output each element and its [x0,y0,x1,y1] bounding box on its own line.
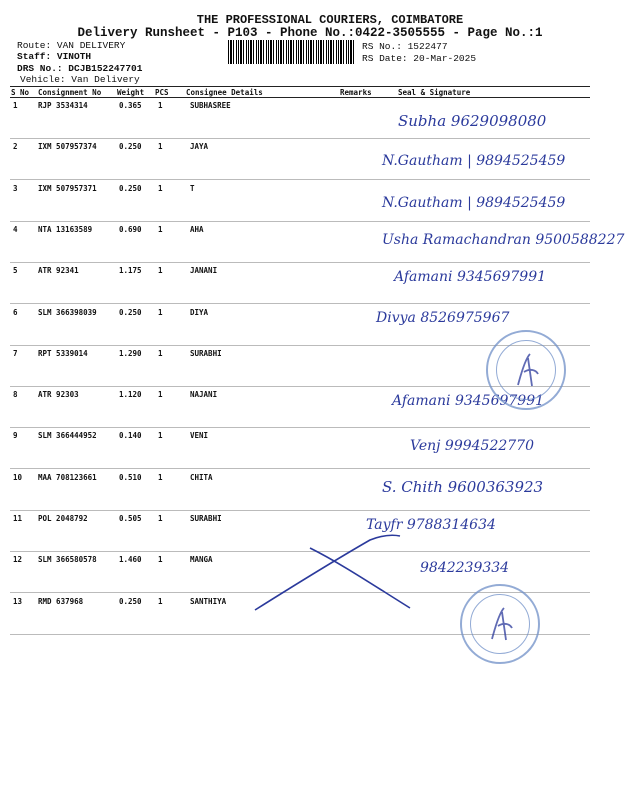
cell-sno: 1 [13,101,18,110]
col-consignee: Consignee Details [186,88,263,97]
cell-sno: 4 [13,224,18,234]
cell-consignee: SURABHI [190,348,222,358]
cell-weight: 1.460 [119,555,142,565]
cell-pcs: 1 [158,266,163,276]
handwritten-signature: Divya 8526975967 [376,309,510,326]
handwritten-signature: Venj 9994522770 [410,438,534,455]
cell-consignment: MAA 708123661 [38,472,97,482]
seal-stamp-2 [460,584,540,664]
cell-sno: 2 [13,142,18,152]
cell-consignee: MANGA [190,555,213,565]
cell-weight: 0.250 [119,596,142,606]
cell-consignee: JAYA [190,142,209,152]
cell-weight: 0.250 [119,307,142,317]
handwritten-signature: Subha 9629098080 [398,112,547,130]
cell-pcs: 1 [158,183,163,193]
runsheet-title: Delivery Runsheet - P103 - Phone No.:0422-3505555 - Page No.:1 [77,26,543,40]
cell-sno: 11 [13,514,23,523]
table-row [10,428,590,469]
cell-consignment: SLM 366580578 [38,555,97,565]
cell-weight: 1.175 [119,266,142,276]
cell-weight: 0.505 [119,514,142,523]
cell-pcs: 1 [158,555,163,565]
cell-sno: 12 [13,555,23,565]
rs-date: RS Date: 20-Mar-2025 [362,53,477,64]
cell-consignee: CHITA [190,472,213,482]
cell-weight: 0.690 [119,224,142,234]
cell-pcs: 1 [158,431,163,441]
cell-consignee: NAJANI [190,390,218,400]
col-sno: S No [11,88,30,97]
table-row [10,98,590,139]
col-weight: Weight [117,88,145,97]
cell-consignee: SUBHASREE [190,101,231,110]
table-top-rule [10,86,590,87]
cross-out-scribble [250,528,450,618]
handwritten-signature: Afamani 9345697991 [394,269,547,286]
rs-number: RS No.: 1522477 [362,41,448,52]
cell-weight: 0.250 [119,142,142,152]
cell-sno: 9 [13,431,18,441]
table-row [10,139,590,180]
cell-pcs: 1 [158,224,163,234]
cell-sno: 13 [13,596,23,606]
cell-weight: 1.120 [119,390,142,400]
cell-consignment: RMD 637968 [38,596,84,606]
handwritten-signature: 9842239334 [420,560,510,577]
cell-weight: 1.290 [119,348,142,358]
staff-label: Staff: VINOTH [17,51,92,62]
handwritten-signature: Tayfr 9788314634 [366,517,496,533]
cell-consignee: AHA [190,224,204,234]
cell-consignee: SANTHIYA [190,596,227,606]
cell-consignment: ATR 92341 [38,266,79,276]
cell-pcs: 1 [158,307,163,317]
handwritten-signature: Afamani 9345697991 [392,393,545,410]
cell-pcs: 1 [158,390,163,400]
cell-consignment: IXM 507957371 [38,183,97,193]
cell-weight: 0.365 [119,101,142,110]
handwritten-signature: N.Gautham | 9894525459 [382,153,566,170]
cell-sno: 8 [13,390,18,400]
handwritten-signature: N.Gautham | 9894525459 [382,194,566,211]
table-row [10,470,590,511]
cell-consignee: JANANI [190,266,218,276]
cell-consignee: DIYA [190,307,209,317]
table-row [10,222,625,263]
cell-consignment: NTA 13163589 [38,224,93,234]
col-pcs: PCS [155,88,169,97]
barcode-image [228,40,354,64]
vehicle-label: Vehicle: Van Delivery [20,74,140,85]
col-signature: Seal & Signature [398,88,471,97]
drs-number: DRS No.: DCJB152247701 [17,63,143,74]
cell-consignment: SLM 366444952 [38,431,97,441]
cell-weight: 0.510 [119,472,142,482]
cell-sno: 7 [13,348,18,358]
cell-pcs: 1 [158,142,163,152]
cell-sno: 3 [13,183,18,193]
cell-consignment: IXM 507957374 [38,142,97,152]
cell-consignee: T [190,183,195,193]
cell-consignee: VENI [190,431,209,441]
cell-pcs: 1 [158,514,163,523]
cell-consignment: RJP 3534314 [38,101,88,110]
cell-consignee: SURABHI [190,514,222,523]
col-consignment: Consignment No [38,88,102,97]
cell-weight: 0.140 [119,431,142,441]
cell-pcs: 1 [158,348,163,358]
cell-consignment: SLM 366398039 [38,307,97,317]
seal-stamp-1 [486,330,566,410]
handwritten-signature: Usha Ramachandran 9500588227 [382,231,625,248]
cell-consignment: POL 2048792 [38,514,88,523]
cell-consignment: RPT 5339014 [38,348,88,358]
table-row [10,263,590,304]
col-remarks: Remarks [340,88,372,97]
cell-sno: 6 [13,307,18,317]
handwritten-signature: S. Chith 9600363923 [382,477,544,496]
cell-sno: 5 [13,266,18,276]
cell-pcs: 1 [158,596,163,606]
cell-pcs: 1 [158,472,163,482]
company-name: THE PROFESSIONAL COURIERS, COIMBATORE [196,13,464,27]
table-row [10,181,590,222]
cell-consignment: ATR 92303 [38,390,79,400]
route-label: Route: VAN DELIVERY [17,40,126,51]
cell-sno: 10 [13,472,23,482]
cell-weight: 0.250 [119,183,142,193]
cell-pcs: 1 [158,101,163,110]
